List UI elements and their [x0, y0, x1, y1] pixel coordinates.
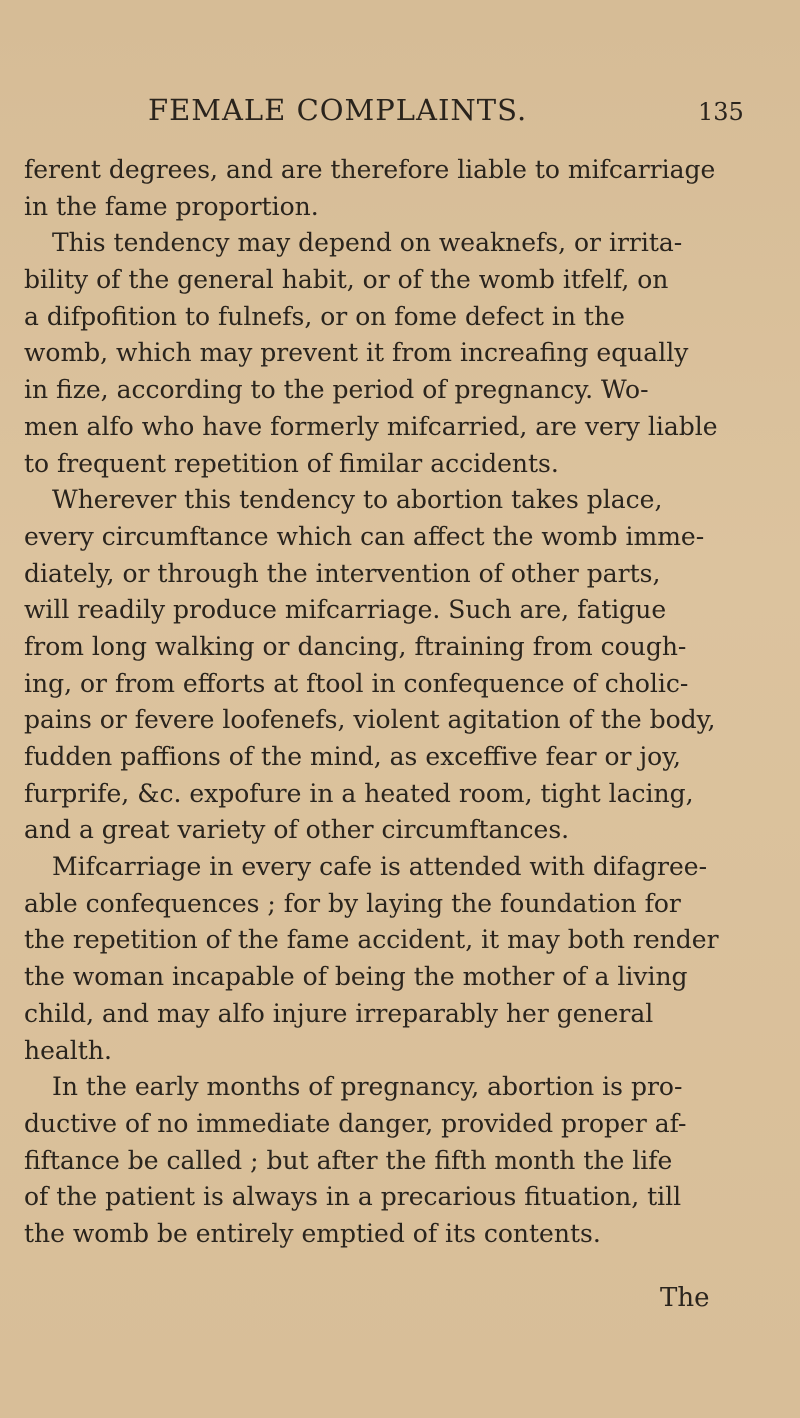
text-line: ferent degrees, and are therefore liable to mifcarriage — [24, 155, 716, 184]
text-line: child, and may alfo injure irreparably her general — [24, 998, 654, 1028]
paragraph-start-line: This tendency may depend on weaknefs, or irrita- — [52, 228, 683, 258]
page-header — [0, 90, 800, 130]
text-line: in the fame proportion. — [24, 191, 319, 221]
page-number: 135 — [698, 98, 744, 126]
running-head: FEMALE COMPLAINTS. — [148, 93, 528, 127]
text-line: ing, or from efforts at ftool in confequence of cholic- — [24, 668, 689, 698]
text-line: the repetition of the fame accident, it may both render — [24, 925, 719, 955]
text-line: pains or fevere loofenefs, violent agitation of the body, — [24, 705, 716, 735]
text-line: to frequent repetition of fimilar accidents. — [24, 448, 559, 478]
text-line: womb, which may prevent it from increafing equally — [24, 338, 689, 368]
text-line: bility of the general habit, or of the womb itfelf, on — [24, 265, 669, 295]
paragraph-start-line: In the early months of pregnancy, abortion is pro- — [52, 1072, 683, 1102]
paragraph-start-line: Wherever this tendency to abortion takes place, — [52, 485, 663, 515]
text-line: ductive of no immediate danger, provided proper af- — [24, 1108, 687, 1138]
text-line: and a great variety of other circumftances. — [24, 815, 570, 845]
text-line: able confequences ; for by laying the foundation for — [24, 888, 681, 918]
text-line: fiftance be called ; but after the fifth month the life — [24, 1145, 673, 1175]
catchword: The — [660, 1283, 710, 1313]
text-line: from long walking or dancing, ftraining from cough- — [24, 631, 687, 661]
text-line: in fize, according to the period of pregnancy. Wo- — [24, 375, 649, 405]
text-line: diately, or through the intervention of other parts, — [24, 558, 661, 588]
text-line: every circumftance which can affect the womb imme- — [24, 521, 705, 551]
text-line: of the patient is always in a precarious fituation, till — [24, 1182, 682, 1212]
text-line: the womb be entirely emptied of its contents. — [24, 1218, 601, 1248]
text-line: a difpofition to fulnefs, or on fome defect in the — [24, 301, 625, 331]
text-line: the woman incapable of being the mother of a living — [24, 962, 688, 992]
text-line: will readily produce mifcarriage. Such are, fatigue — [24, 595, 667, 625]
text-line: men alfo who have formerly mifcarried, are very liable — [24, 411, 718, 441]
text-line: furprife, &c. expofure in a heated room, tight lacing, — [24, 778, 694, 808]
text-line: health. — [24, 1035, 112, 1065]
text-line: fudden paffions of the mind, as exceffive fear or joy, — [24, 742, 681, 771]
paragraph-start-line: Mifcarriage in every cafe is attended with difagree- — [52, 852, 708, 882]
body-text — [24, 152, 764, 1253]
